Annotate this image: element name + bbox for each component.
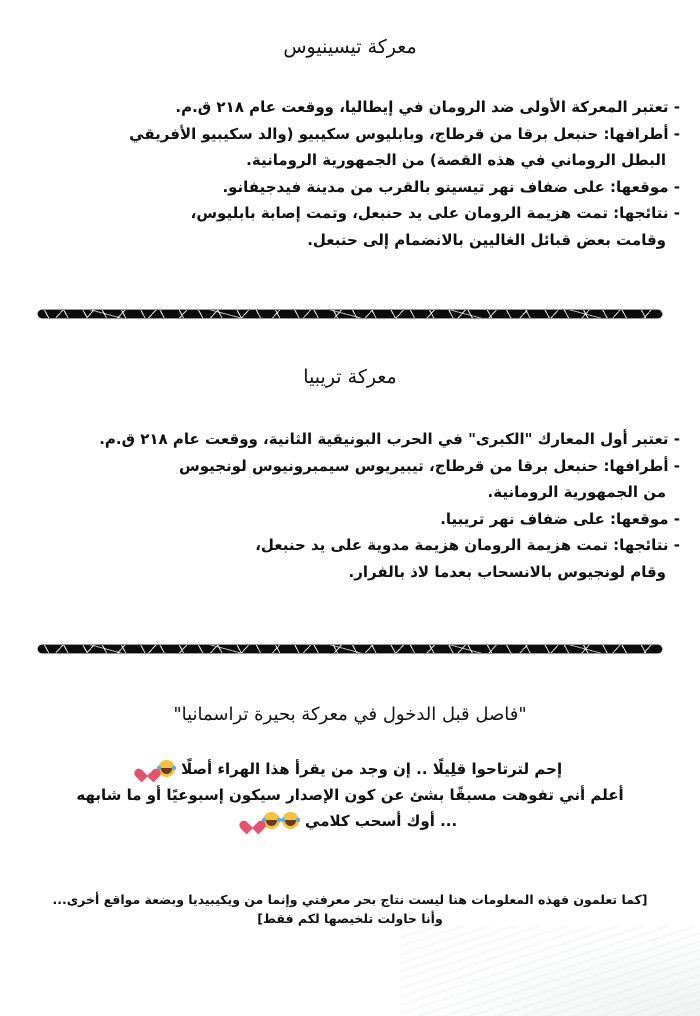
bullet-text-continuation: وقام لونجيوس بالانسحاب بعدما لاذ بالفرار.	[348, 562, 666, 581]
interlude-message	[0, 756, 700, 834]
interlude-line	[0, 756, 700, 782]
broken-heart-emoji-icon	[139, 762, 156, 777]
list-item	[60, 506, 680, 533]
interlude-line	[0, 782, 700, 808]
sources-note	[0, 890, 700, 928]
bullet-text-continuation: وقامت بعض قبائل الغاليين بالانضمام إلى حنبعل.	[307, 230, 666, 249]
list-item	[60, 174, 680, 201]
interlude-line-text: أعلم أني تفوهت مسبقًا بشئ عن كون الإصدار سيكون إسبوعيًا أو ما شابهه	[76, 786, 624, 804]
ornamental-divider	[38, 310, 662, 318]
bullet-text-continuation: من الجمهورية الرومانية.	[487, 483, 666, 501]
ticinus-facts-list	[60, 94, 680, 253]
note-line: [كما تعلمون فهذه المعلومات هنا ليست نتاج بحر معرفتي وإنما من ويكيبيديا وبضعة مواقع أخرى...	[52, 892, 648, 907]
list-item	[60, 532, 680, 585]
section-title-trebia: معركة تريبيا	[303, 366, 397, 388]
background-texture-watermark	[400, 926, 700, 1016]
section-title-ticinus: معركة تيسينيوس	[283, 36, 417, 58]
interlude-line-text: ... أوك أسحب كلامي	[305, 812, 458, 830]
interlude-line	[0, 808, 700, 834]
interlude-title: "فاصل قبل الدخول في معركة بحيرة تراسمانيا"	[173, 704, 527, 725]
note-line: وأنا حاولت تلخيصها لكم فقط]	[257, 911, 443, 926]
interlude-line-text: إحم لترتاحوا قلِيلًا .. إن وجد من يقرأ هذا الهراء أصلًا	[181, 760, 563, 778]
laughing-tears-emoji-icon	[282, 812, 299, 829]
bullet-text: - نتائجها: تمت هزيمة الرومان هزيمة مدوية على يد حنبعل،	[255, 536, 680, 554]
list-item	[60, 121, 680, 174]
bullet-text: - موقعها: على ضفاف نهر تريبيا.	[440, 509, 680, 528]
list-item	[60, 426, 680, 453]
bullet-text: - أطرافها: حنبعل برقا من قرطاج، تيبيريوس سيمبرونيوس لونجيوس	[179, 456, 680, 475]
broken-heart-emoji-icon	[244, 814, 261, 829]
list-item	[60, 453, 680, 506]
bullet-text: - تعتبر المعركة الأولى ضد الرومان في إيطاليا، ووقعت عام ٢١٨ ق.م.	[175, 98, 680, 116]
bullet-text: - أطرافها: حنبعل برقا من قرطاج، وبابليوس سكيبيو (والد سكيبيو الأفريقي	[129, 124, 680, 143]
bullet-text: - تعتبر أول المعارك "الكبرى" في الحرب البونيقية الثانية، ووقعت عام ٢١٨ ق.م.	[99, 430, 680, 448]
ornamental-divider	[38, 645, 662, 653]
bullet-text: - نتائجها: تمت هزيمة الرومان على يد حنبعل، وتمت إصابة بابليوس،	[190, 204, 680, 222]
bullet-text-continuation: البطل الروماني في هذه القصة) من الجمهورية الرومانية.	[246, 151, 666, 169]
trebia-facts-list	[60, 426, 680, 585]
bullet-text: - موقعها: على ضفاف نهر تيسينو بالقرب من مدينة فيدجيفانو.	[222, 177, 680, 196]
list-item	[60, 94, 680, 121]
list-item	[60, 200, 680, 253]
